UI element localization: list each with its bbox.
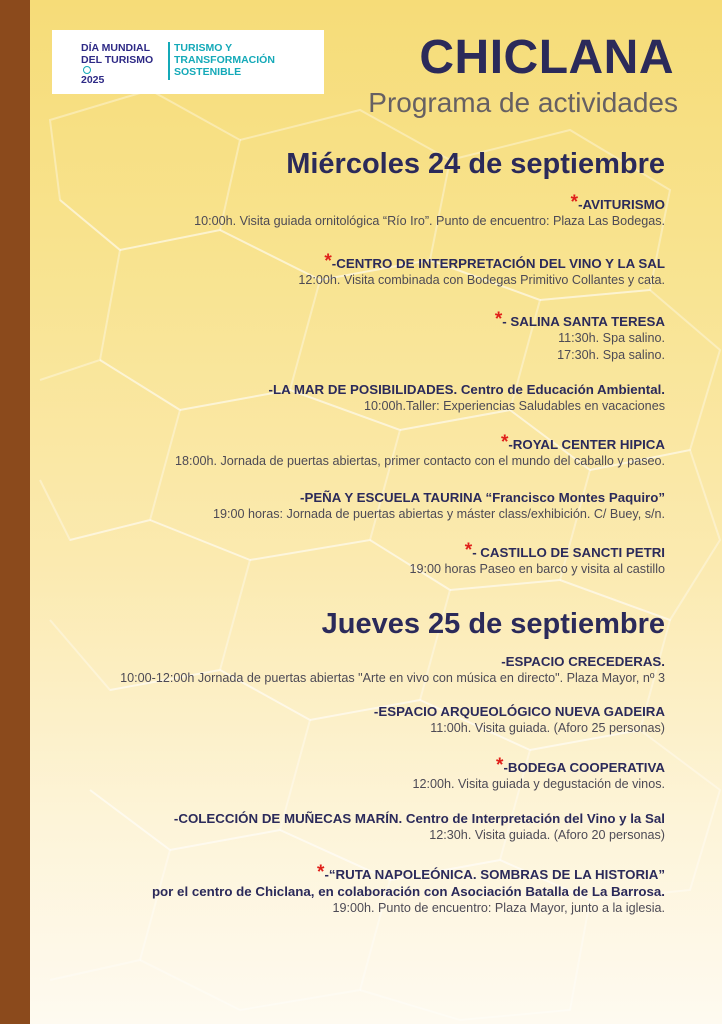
asterisk-icon: * bbox=[500, 432, 509, 453]
activity-detail: 12:00h. Visita guiada y degustación de vinos. bbox=[412, 777, 665, 791]
activity-title-text: -CENTRO DE INTERPRETACIÓN DEL VINO Y LA SAL bbox=[331, 256, 665, 271]
activity-title-text: -BODEGA COOPERATIVA bbox=[503, 760, 665, 775]
clock-icon bbox=[83, 66, 91, 74]
logo-line-2 bbox=[81, 54, 169, 74]
activity-title bbox=[269, 381, 665, 398]
activity-detail: 10:00-12:00h Jornada de puertas abiertas "Arte en vivo con música en directo". Plaza Mayor, nº 3 bbox=[120, 671, 665, 685]
activity-ruta-napoleonica bbox=[151, 862, 665, 917]
activity-title bbox=[152, 862, 665, 883]
logo-divider bbox=[168, 42, 170, 80]
activity-title bbox=[213, 489, 665, 506]
activity-detail: 17:30h. Spa salino. bbox=[557, 348, 665, 362]
page-subtitle: Programa de actividades bbox=[368, 87, 678, 118]
activity-title-text: -LA MAR DE POSIBILIDADES. Centro de Educación Ambiental. bbox=[268, 382, 665, 397]
activity-title-text: -COLECCIÓN DE MUÑECAS MARÍN. Centro de Interpretación del Vino y la Sal bbox=[173, 811, 665, 826]
activity-title-text: -ESPACIO CRECEDERAS. bbox=[501, 654, 665, 669]
activity-title bbox=[175, 432, 665, 453]
page-title: CHICLANA bbox=[419, 31, 674, 84]
activity-detail: 18:00h. Jornada de puertas abiertas, primer contacto con el mundo del caballo y paseo. bbox=[174, 454, 665, 468]
activity-title bbox=[494, 309, 665, 330]
logo-line-1: DÍA MUNDIAL bbox=[81, 42, 151, 54]
activity-detail: 10:00h. Visita guiada ornitológica “Río Iro”. Punto de encuentro: Plaza Las Bodegas. bbox=[194, 214, 665, 228]
logo-theme-line-3: SOSTENIBLE bbox=[174, 66, 242, 78]
activity-title-text: -AVITURISMO bbox=[578, 197, 665, 212]
activity-detail: 12:30h. Visita guiada. (Aforo 20 personas) bbox=[429, 828, 665, 842]
activity-pena-escuela-taurina bbox=[213, 489, 665, 523]
activity-coleccion-munecas-marin bbox=[174, 810, 665, 844]
world-tourism-day-logo bbox=[52, 30, 324, 94]
logo-theme bbox=[174, 42, 275, 78]
activity-aviturismo bbox=[194, 192, 665, 230]
logo-theme-line-2: TRANSFORMACIÓN bbox=[174, 54, 275, 66]
activity-title-text: - CASTILLO DE SANCTI PETRI bbox=[472, 545, 665, 560]
left-edge-bar bbox=[0, 0, 30, 1024]
asterisk-icon: * bbox=[496, 755, 504, 776]
activity-title-text: -ESPACIO ARQUEOLÓGICO NUEVA GADEIRA bbox=[373, 704, 665, 719]
activity-title bbox=[412, 755, 665, 776]
activity-centro-vino-sal bbox=[298, 251, 665, 289]
activity-royal-center-hipica bbox=[174, 432, 665, 470]
activity-detail: 11:00h. Visita guiada. (Aforo 25 personas) bbox=[430, 721, 665, 735]
activity-title bbox=[409, 540, 665, 561]
activity-title bbox=[120, 653, 665, 670]
logo-line-2-text: DEL TURISMO bbox=[81, 54, 154, 66]
logo-year: 2025 bbox=[81, 74, 105, 86]
activity-title bbox=[174, 810, 665, 827]
activity-title-text: -PEÑA Y ESCUELA TAURINA “Francisco Montes Paquiro” bbox=[300, 490, 665, 505]
day-heading-thursday: Jueves 25 de septiembre bbox=[321, 608, 665, 640]
activity-title bbox=[194, 192, 665, 213]
activity-detail: 19:00 horas: Jornada de puertas abiertas y máster class/exhibición. C/ Buey, s/n. bbox=[213, 507, 665, 521]
activity-espacio-arqueologico bbox=[374, 703, 665, 737]
activity-espacio-crecederas bbox=[120, 653, 665, 687]
activity-title bbox=[298, 251, 665, 272]
activity-detail: 11:30h. Spa salino. bbox=[558, 331, 665, 345]
asterisk-icon: * bbox=[570, 192, 579, 213]
activity-detail: 19:00h. Punto de encuentro: Plaza Mayor, junto a la iglesia. bbox=[332, 901, 665, 915]
activity-salina-santa-teresa bbox=[494, 309, 665, 364]
activity-title bbox=[374, 703, 665, 720]
activity-bodega-cooperativa bbox=[412, 755, 665, 793]
logo-event-name bbox=[81, 42, 169, 86]
asterisk-icon: * bbox=[494, 309, 503, 330]
logo-theme-line-1: TURISMO Y bbox=[174, 42, 233, 54]
asterisk-icon: * bbox=[317, 862, 325, 883]
asterisk-icon: * bbox=[324, 251, 332, 272]
activity-detail: 19:00 horas Paseo en barco y visita al castillo bbox=[409, 562, 665, 576]
asterisk-icon: * bbox=[464, 540, 473, 561]
day-heading-wednesday: Miércoles 24 de septiembre bbox=[286, 148, 665, 180]
activity-title-text: -ROYAL CENTER HIPICA bbox=[508, 437, 665, 452]
activity-title-text: - SALINA SANTA TERESA bbox=[502, 314, 665, 329]
activity-title-text: -“RUTA NAPOLEÓNICA. SOMBRAS DE LA HISTORIA” bbox=[324, 867, 665, 882]
activity-detail: 10:00h.Taller: Experiencias Saludables en vacaciones bbox=[363, 399, 665, 413]
activity-subtitle: por el centro de Chiclana, en colaboración con Asociación Batalla de La Barrosa. bbox=[151, 884, 665, 899]
activity-castillo-sancti-petri bbox=[409, 540, 665, 578]
activity-la-mar-de-posibilidades bbox=[269, 381, 665, 415]
activity-detail: 12:00h. Visita combinada con Bodegas Primitivo Collantes y cata. bbox=[298, 273, 665, 287]
